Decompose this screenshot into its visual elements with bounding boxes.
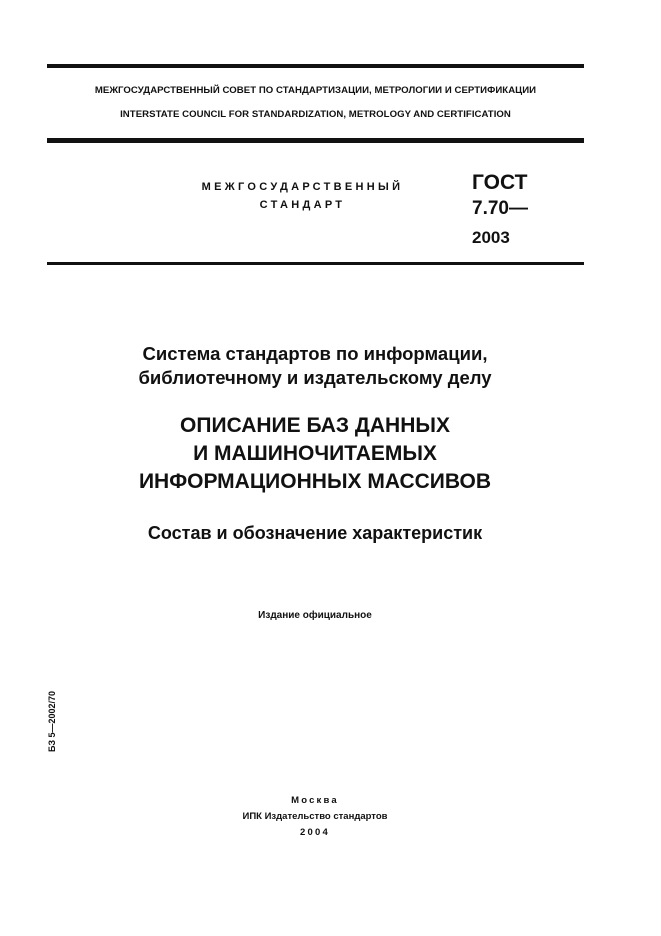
main-title-line-1: ОПИСАНИЕ БАЗ ДАННЫХ [180, 414, 450, 437]
gost-label: ГОСТ [472, 171, 528, 194]
publication-year: 2004 [300, 827, 330, 838]
council-name-russian: МЕЖГОСУДАРСТВЕННЫЙ СОВЕТ ПО СТАНДАРТИЗАЦИИ, МЕТРОЛОГИИ И СЕРТИФИКАЦИИ [94, 85, 537, 96]
middle-rule [47, 138, 584, 143]
standard-type-line-1: МЕЖГОСУДАРСТВЕННЫЙ [201, 181, 404, 193]
bottom-rule [47, 262, 584, 265]
subtitle: Состав и обозначение характеристик [147, 523, 483, 543]
publisher-name: ИПК Издательство стандартов [242, 811, 388, 822]
top-rule [47, 64, 584, 68]
standard-type-line-2: СТАНДАРТ [259, 199, 346, 211]
gost-year: 2003 [472, 228, 510, 247]
series-title-line-2: библиотечному и издательскому делу [138, 367, 492, 388]
council-name-english: INTERSTATE COUNCIL FOR STANDARDIZATION, METROLOGY AND CERTIFICATION [120, 109, 511, 120]
edition-note: Издание официальное [258, 610, 372, 621]
main-title-line-2: И МАШИНОЧИТАЕМЫХ [193, 442, 437, 465]
publication-city: Москва [291, 795, 339, 806]
side-catalog-code: БЗ 5—2002/70 [47, 690, 57, 752]
series-title-line-1: Система стандартов по информации, [142, 343, 488, 364]
main-title-line-3: ИНФОРМАЦИОННЫХ МАССИВОВ [138, 470, 492, 493]
gost-number: 7.70— [472, 198, 528, 219]
